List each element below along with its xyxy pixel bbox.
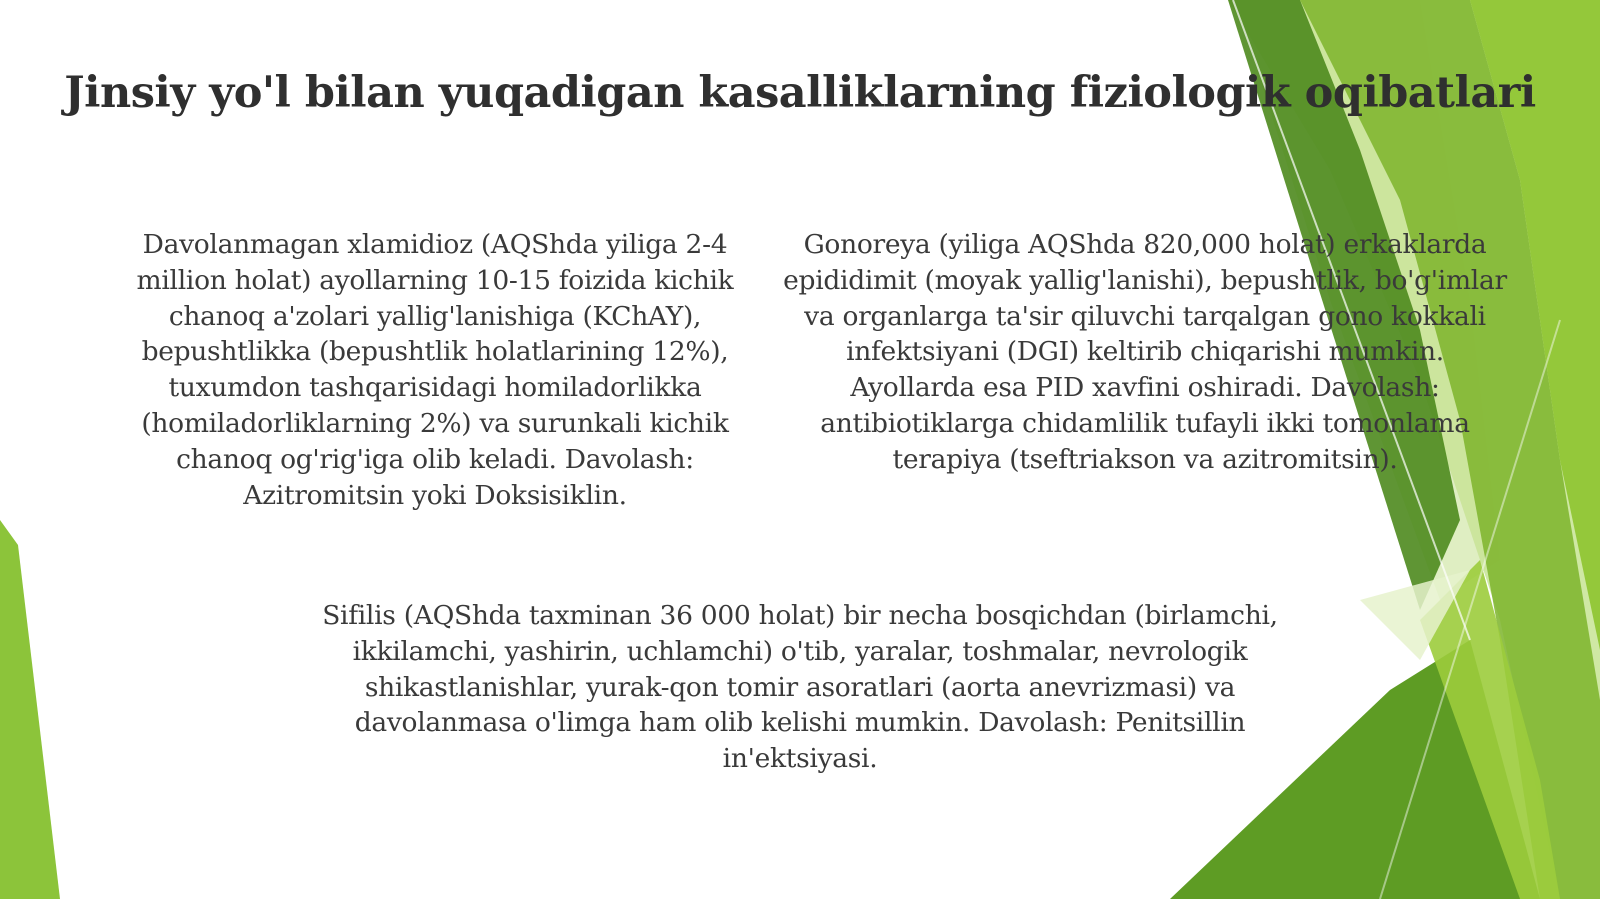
paragraph-chlamydia: Davolanmagan xlamidioz (AQShda yiliga 2-4 million holat) ayollarning 10-15 foizida kichik chanoq a'zolari yallig'lanishiga (KChAY), bepushtlikka (bepushtlik holatlarining 12%), tuxumdon tashqarisidagi homiladorlikka (homiladorliklarning 2%) va surunkali kichik chanoq og'rig'iga olib keladi. Davolash: Azitromitsin yoki Doksisiklin.	[136, 229, 734, 511]
paragraph-syphilis: Sifilis (AQShda taxminan 36 000 holat) bir necha bosqichdan (birlamchi, ikkilamchi, yashirin, uchlamchi) o'tib, yaralar, toshmalar, nevrologik shikastlanishlar, yurak-qon tomir asoratlari (aorta anevrizmasi) va davolanmasa o'limga ham olib kelishi mumkin. Davolash: Penitsillin in'ektsiyasi.	[322, 600, 1278, 775]
left-green-sliver	[0, 520, 60, 899]
paragraph-gonorrhea: Gonoreya (yiliga AQShda 820,000 holat) erkaklarda epididimit (moyak yallig'lanishi), bepushtlik, bo'g'imlar va organlarga ta'sir qiluvchi tarqalgan gono kokkali infektsiyani (DGI) keltirib chiqarishi mumkin. Ayollarda esa PID xavfini oshiradi. Davolash: antibiotiklarga chidamlilik tufayli ikki tomonlama terapiya (tseftriakson va azitromitsin).	[783, 229, 1507, 475]
slide-title: Jinsiy yo'l bilan yuqadigan kasalliklarning fiziologik oqibatlari	[64, 68, 1536, 118]
